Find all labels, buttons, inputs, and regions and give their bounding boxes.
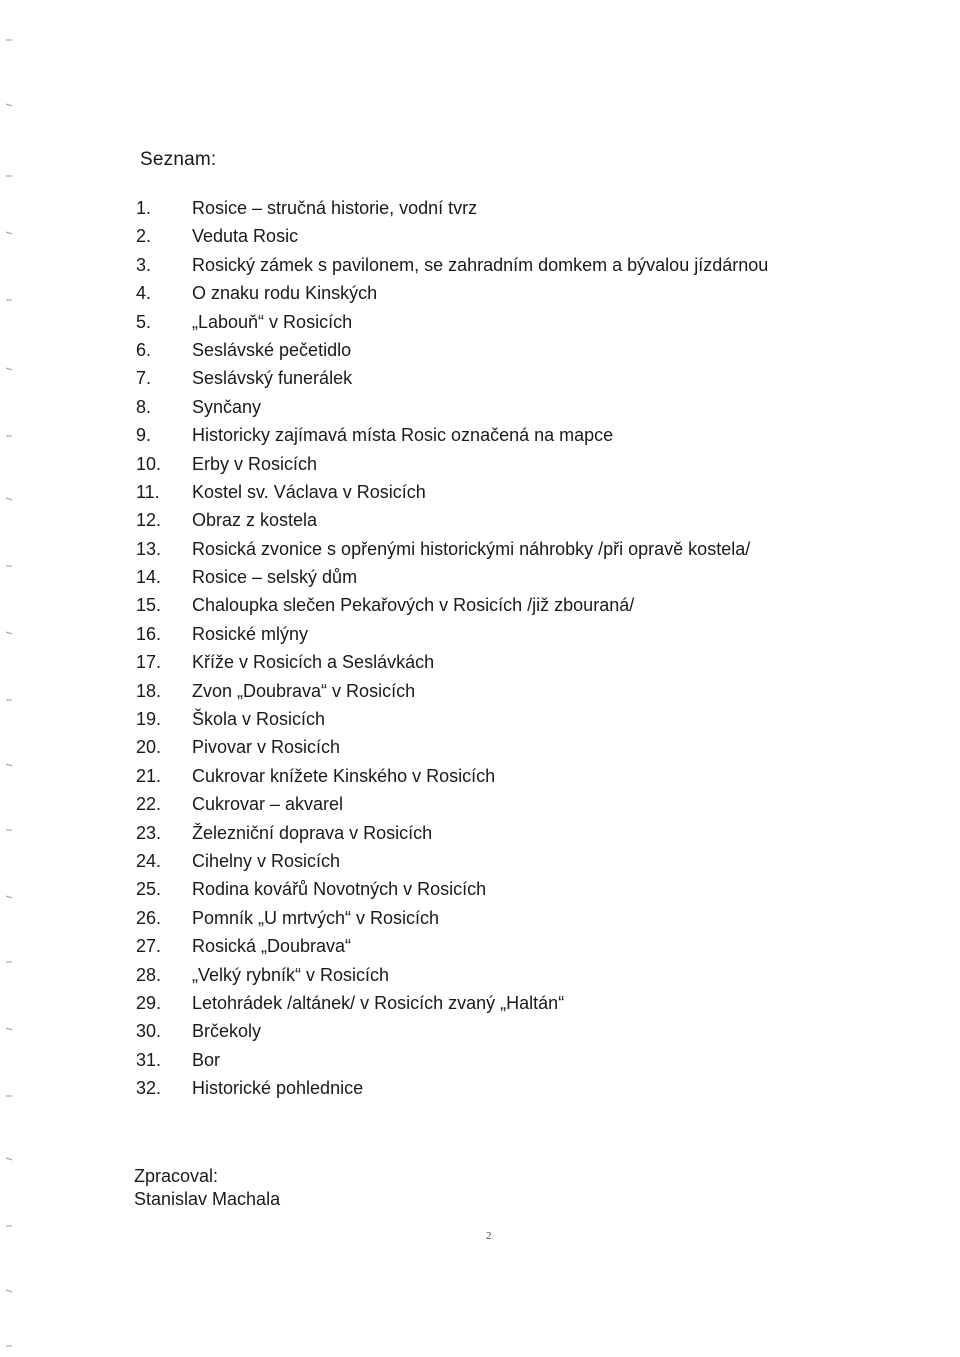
list-item-title: Obraz z kostela bbox=[192, 510, 318, 531]
list-item bbox=[136, 624, 896, 652]
list-item-title: Železniční doprava v Rosicích bbox=[192, 822, 433, 843]
list-item-number: 17. bbox=[136, 652, 162, 673]
list-item bbox=[136, 340, 896, 368]
list-item-title: Synčany bbox=[192, 396, 262, 417]
list-item-number: 15. bbox=[136, 595, 162, 616]
list-item bbox=[136, 1050, 896, 1078]
list-item-title: Cukrovar – akvarel bbox=[192, 794, 344, 815]
list-item bbox=[136, 567, 896, 595]
list-item bbox=[136, 482, 896, 510]
list-item-title: Bor bbox=[192, 1049, 221, 1070]
list-item-title: Rosické mlýny bbox=[192, 623, 309, 644]
list-item bbox=[136, 965, 896, 993]
list-item-title: Seslávské pečetidlo bbox=[192, 339, 352, 360]
list-item-title: Rosická zvonice s opřenými historickými náhrobky /při opravě kostela/ bbox=[192, 538, 751, 559]
list-item bbox=[136, 510, 896, 538]
list-item-title: Škola v Rosicích bbox=[192, 709, 326, 730]
page-number: 2 bbox=[486, 1230, 492, 1242]
list-item bbox=[136, 198, 896, 226]
list-item-title: Chaloupka slečen Pekařových v Rosicích /již zbouraná/ bbox=[192, 595, 635, 616]
list-item bbox=[136, 255, 896, 283]
list-item-number: 20. bbox=[136, 737, 162, 758]
list-item-title: Rosice – stručná historie, vodní tvrz bbox=[192, 198, 478, 218]
list-item bbox=[136, 681, 896, 709]
list-item-title: Cihelny v Rosicích bbox=[192, 850, 341, 871]
list-item bbox=[136, 1021, 896, 1049]
list-item-number: 10. bbox=[136, 453, 162, 474]
list-item bbox=[136, 737, 896, 765]
list-item-number: 27. bbox=[136, 936, 162, 957]
list-item bbox=[136, 766, 896, 794]
list-item-number: 7. bbox=[136, 368, 152, 389]
list-item-number: 19. bbox=[136, 709, 162, 730]
list-item-number: 1. bbox=[136, 198, 152, 218]
list-item-title: Pivovar v Rosicích bbox=[192, 737, 341, 758]
list-item bbox=[136, 823, 896, 851]
list-item-number: 32. bbox=[136, 1078, 162, 1099]
list-item-number: 9. bbox=[136, 425, 152, 446]
author-name: Stanislav Machala bbox=[134, 1189, 281, 1209]
list-item-number: 25. bbox=[136, 879, 162, 900]
list-item-number: 12. bbox=[136, 510, 162, 531]
list-item-number: 2. bbox=[136, 226, 152, 247]
list-item-title: Cukrovar knížete Kinského v Rosicích bbox=[192, 765, 496, 786]
list-item-title: Veduta Rosic bbox=[192, 226, 299, 247]
list-item-number: 22. bbox=[136, 794, 162, 815]
list-item bbox=[136, 1078, 896, 1106]
list-item-number: 16. bbox=[136, 623, 162, 644]
list-item-number: 21. bbox=[136, 765, 162, 786]
list-item-title: O znaku rodu Kinských bbox=[192, 283, 378, 304]
list-item-number: 8. bbox=[136, 396, 152, 417]
list-heading: Seznam: bbox=[140, 149, 217, 170]
list-item-title: Letohrádek /altánek/ v Rosicích zvaný „Haltán“ bbox=[192, 992, 565, 1013]
list-item-number: 30. bbox=[136, 1021, 162, 1042]
list-item-title: „Velký rybník“ v Rosicích bbox=[192, 964, 390, 985]
list-item bbox=[136, 312, 896, 340]
list-item bbox=[136, 993, 896, 1021]
list-item-title: Brčekoly bbox=[192, 1021, 262, 1042]
list-item-number: 23. bbox=[136, 822, 162, 843]
list-item bbox=[136, 397, 896, 425]
list-item-title: Rosický zámek s pavilonem, se zahradním domkem a bývalou jízdárnou bbox=[192, 254, 769, 275]
list-item-title: „Labouň“ v Rosicích bbox=[192, 311, 353, 332]
contents-list bbox=[136, 198, 896, 1107]
list-item bbox=[136, 936, 896, 964]
list-item bbox=[136, 879, 896, 907]
list-item-number: 5. bbox=[136, 311, 152, 332]
list-item-title: Kříže v Rosicích a Seslávkách bbox=[192, 652, 435, 673]
list-item-number: 28. bbox=[136, 964, 162, 985]
list-item bbox=[136, 539, 896, 567]
list-item-title: Rosice – selský dům bbox=[192, 567, 358, 588]
scan-edge-marks bbox=[0, 0, 16, 1357]
list-item-number: 31. bbox=[136, 1049, 162, 1070]
list-item bbox=[136, 454, 896, 482]
author-label: Zpracoval: bbox=[134, 1166, 219, 1186]
list-item-number: 11. bbox=[136, 481, 160, 502]
list-item bbox=[136, 709, 896, 737]
list-item bbox=[136, 794, 896, 822]
list-item-title: Seslávský funerálek bbox=[192, 368, 353, 389]
list-item-title: Erby v Rosicích bbox=[192, 453, 318, 474]
list-item-number: 13. bbox=[136, 538, 162, 559]
list-item bbox=[136, 652, 896, 680]
list-item-number: 24. bbox=[136, 850, 162, 871]
list-item bbox=[136, 283, 896, 311]
list-item-number: 18. bbox=[136, 680, 162, 701]
list-item bbox=[136, 425, 896, 453]
author-block bbox=[134, 1165, 280, 1211]
list-item-number: 4. bbox=[136, 283, 152, 304]
list-item bbox=[136, 368, 896, 396]
list-item bbox=[136, 226, 896, 254]
list-item-title: Rodina kovářů Novotných v Rosicích bbox=[192, 879, 487, 900]
list-item-title: Pomník „U mrtvých“ v Rosicích bbox=[192, 907, 440, 928]
list-item bbox=[136, 851, 896, 879]
list-item-title: Historické pohlednice bbox=[192, 1078, 364, 1099]
list-item-title: Historicky zajímavá místa Rosic označená na mapce bbox=[192, 425, 614, 446]
list-item-title: Kostel sv. Václava v Rosicích bbox=[192, 481, 426, 502]
list-item-number: 26. bbox=[136, 907, 162, 928]
list-item bbox=[136, 908, 896, 936]
list-item-number: 3. bbox=[136, 254, 152, 275]
list-item-title: Rosická „Doubrava“ bbox=[192, 936, 352, 957]
list-item-number: 29. bbox=[136, 992, 162, 1013]
list-item bbox=[136, 595, 896, 623]
list-item-title: Zvon „Doubrava“ v Rosicích bbox=[192, 680, 416, 701]
list-item-number: 6. bbox=[136, 339, 152, 360]
list-item-number: 14. bbox=[136, 567, 162, 588]
